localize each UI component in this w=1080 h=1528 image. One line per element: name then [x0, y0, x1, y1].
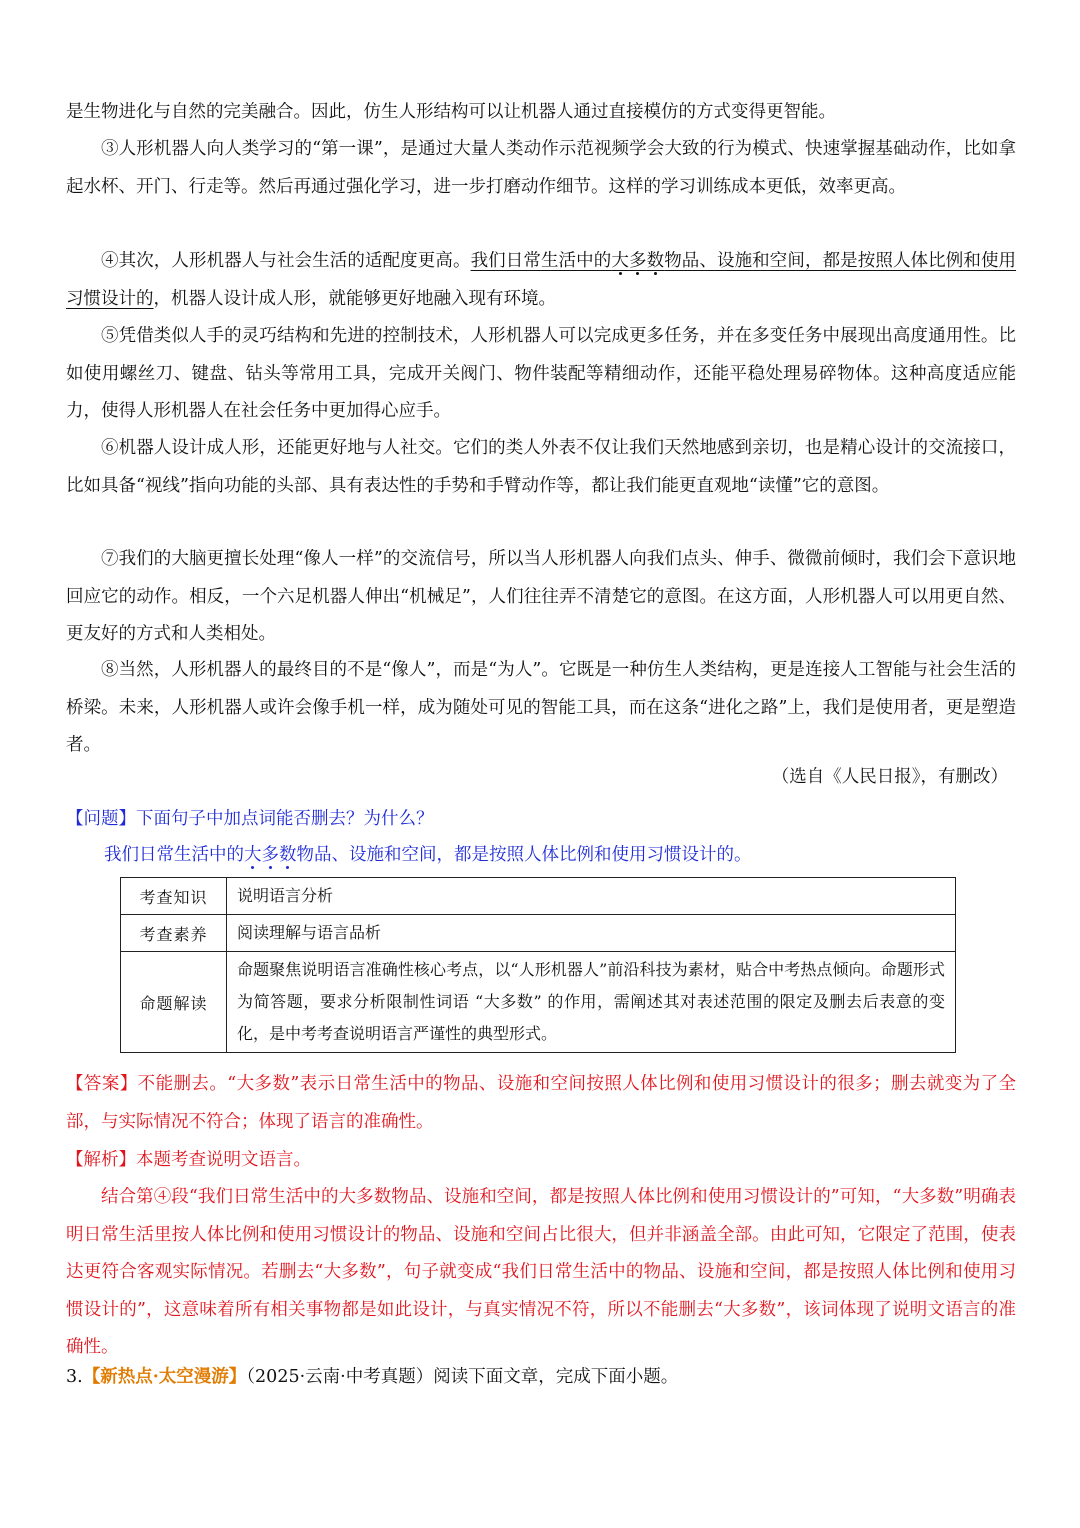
paragraph-8: ⑧当然，人形机器人的最终目的不是“像人”，而是“为人”。它既是一种仿生人类结构，更是连接人工智能与社会生活的桥梁。未来，人形机器人或许会像手机一样，成为随处可见的智能工具，而在这条“进化之路”上，我们是使用者，更是塑造者。	[66, 660, 1016, 755]
p4-underline-part-2: 物品、设施和空间，都是按照人体比例和使用习惯设计的	[66, 251, 1017, 309]
analysis-body: 结合第④段“我们日常生活中的大多数物品、设施和空间，都是按照人体比例和使用习惯设计的”可知，“大多数”明确表明日常生活里按人体比例和使用习惯设计的物品、设施和空间占比很大，但并非涵盖全部。由此可知，它限定了范围，使表达更符合客观实际情况。若删去“大多数”，句子就变成“我们日常生活中的物品、设施和空间，都是按照人体比例和使用习惯设计的”，这意味着所有相关事物都是如此设计，与真实情况不符，所以不能删去“大多数”，该词体现了说明文语言的准确性。	[66, 1187, 1016, 1357]
paragraph-7: ⑦我们的大脑更擅长处理“像人一样”的交流信号，所以当人形机器人向我们点头、伸手、微微前倾时，我们会下意识地回应它的动作。相反，一个六足机器人伸出“机械足”，人们往往弄不清楚它的意图。在这方面，人形机器人可以用更自然、更友好的方式和人类相处。	[66, 549, 1016, 644]
paragraph-continued: 是生物进化与自然的完美融合。因此，仿生人形结构可以让机器人通过直接模仿的方式变得更智能。	[66, 102, 836, 122]
table-value: 说明语言分析	[227, 878, 956, 915]
answer-block	[66, 1066, 1016, 1141]
paragraph-5: ⑤凭借类似人手的灵巧结构和先进的控制技术，人形机器人可以完成更多任务，并在多变任务中展现出高度通用性。比如使用螺丝刀、键盘、钻头等常用工具，完成开关阀门、物件装配等精细动作，还能平稳处理易碎物体。这种高度适应能力，使得人形机器人在社会任务中更加得心应手。	[66, 326, 1016, 421]
question-sentence	[104, 840, 752, 870]
table-value: 阅读理解与语言品析	[227, 915, 956, 952]
emphasis-char-2: 多	[628, 251, 647, 271]
question-tag: 【问题】	[66, 809, 136, 829]
question-emphasis-char-2: 多	[261, 845, 279, 865]
next-question-tag: 【新热点·太空漫游】	[82, 1367, 247, 1387]
article-source: （选自《人民日报》，有删改）	[771, 767, 1008, 787]
next-question-number: 3.	[66, 1367, 83, 1387]
question-sentence-pre: 我们日常生活中的	[104, 845, 244, 865]
analysis-tag: 【解析】	[66, 1150, 136, 1170]
p4-start: ④其次，人形机器人与社会生活的适配度更高。	[101, 251, 471, 271]
next-question	[66, 1362, 678, 1392]
question-line	[66, 804, 434, 834]
emphasis-char-3: 数	[646, 251, 665, 271]
emphasis-char-1: 大	[611, 251, 629, 271]
question-sentence-post: 物品、设施和空间，都是按照人体比例和使用习惯设计的。	[296, 845, 752, 865]
paragraph-3: ③人形机器人向人类学习的“第一课”，是通过大量人类动作示范视频学会大致的行为模式、快速掌握基础动作，比如拿起水杯、开门、行走等。然后再通过强化学习，进一步打磨动作细节。这样的学习训练成本更低，效率更高。	[66, 139, 1016, 197]
table-row	[121, 952, 956, 1053]
p4-underline-part-1: 我们日常生活中的	[470, 251, 612, 271]
analysis-lead-line	[66, 1142, 1016, 1180]
answer-tag: 【答案】	[66, 1074, 138, 1094]
table-key: 考查素养	[121, 915, 227, 952]
question-emphasis-char-3: 数	[279, 845, 297, 865]
next-question-text: （2025·云南·中考真题）阅读下面文章，完成下面小题。	[246, 1367, 679, 1387]
question-text: 下面句子中加点词能否删去？为什么？	[136, 809, 434, 829]
paragraph-4	[66, 243, 1016, 318]
p4-end: ，机器人设计成人形，就能够更好地融入现有环境。	[153, 288, 556, 309]
analysis-lead: 本题考查说明文语言。	[136, 1150, 311, 1170]
answer-text: 不能删去。“大多数”表示日常生活中的物品、设施和空间按照人体比例和使用习惯设计的很多；删去就变为了全部，与实际情况不符合；体现了语言的准确性。	[66, 1074, 1017, 1132]
table-row	[121, 915, 956, 952]
question-emphasis-char-1: 大	[244, 845, 262, 865]
paragraph-6: ⑥机器人设计成人形，还能更好地与人社交。它们的类人外表不仅让我们天然地感到亲切，也是精心设计的交流接口，比如具备“视线”指向功能的头部、具有表达性的手势和手臂动作等，都让我们能更直观地“读懂”它的意图。	[66, 438, 1016, 496]
table-key: 命题解读	[121, 952, 227, 1053]
table-value: 命题聚焦说明语言准确性核心考点，以“人形机器人”前沿科技为素材，贴合中考热点倾向。命题形式为简答题，要求分析限制性词语 “大多数” 的作用，需阐述其对表述范围的限定及删去后表意的变化，是中考考查说明语言严谨性的典型形式。	[227, 952, 956, 1053]
table-row	[121, 878, 956, 915]
table-key: 考查知识	[121, 878, 227, 915]
info-table	[120, 877, 956, 1053]
